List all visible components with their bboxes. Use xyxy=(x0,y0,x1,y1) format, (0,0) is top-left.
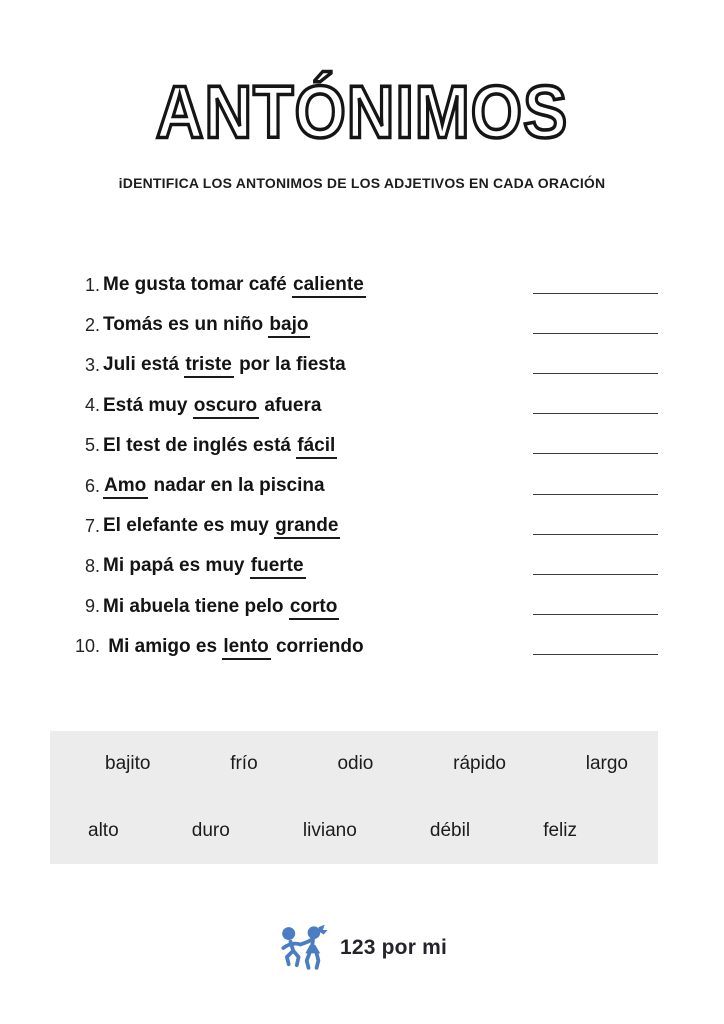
word-bank-word: rápido xyxy=(453,753,506,775)
word-bank-word: odio xyxy=(337,753,374,775)
exercise-row xyxy=(60,305,658,345)
sentence-text: Juli está xyxy=(103,354,185,376)
exercise-sentence xyxy=(103,555,306,577)
exercise-row xyxy=(60,506,658,546)
word-bank-row-2 xyxy=(50,798,658,865)
exercise-number: 7. xyxy=(84,515,100,536)
sentence-text: Está muy xyxy=(103,394,193,416)
sentence-text: Me gusta tomar café xyxy=(103,274,292,296)
sentence-text: El test de inglés está xyxy=(103,434,297,456)
adjective-underlined: caliente xyxy=(292,274,366,298)
word-bank-word: débil xyxy=(429,819,471,841)
word-bank-word: feliz xyxy=(543,819,577,841)
exercise-row xyxy=(60,386,658,426)
exercise-sentence xyxy=(103,435,337,457)
exercise-row xyxy=(60,426,658,466)
exercise-sentence xyxy=(103,596,339,618)
sentence-text: por la fiesta xyxy=(233,354,346,376)
exercise-sentence xyxy=(103,274,366,296)
exercise-row xyxy=(60,265,658,305)
exercise-number: 9. xyxy=(84,596,100,617)
adjective-underlined: triste xyxy=(184,354,233,378)
word-bank-word: duro xyxy=(191,819,230,841)
sentence-text: Mi abuela tiene pelo xyxy=(103,595,289,617)
adjective-underlined: oscuro xyxy=(193,395,259,419)
answer-blank[interactable] xyxy=(533,413,658,414)
exercise-number: 6. xyxy=(84,475,100,496)
adjective-underlined: fuerte xyxy=(250,555,306,579)
word-bank-word: bajito xyxy=(105,753,151,775)
word-bank-word: liviano xyxy=(302,819,357,841)
sentence-text: nadar en la piscina xyxy=(148,475,325,497)
answer-blank[interactable] xyxy=(533,574,658,575)
sentence-text: El elefante es muy xyxy=(103,515,275,537)
answer-blank[interactable] xyxy=(533,654,658,655)
word-bank-word: alto xyxy=(88,819,119,841)
answer-blank[interactable] xyxy=(533,534,658,535)
sentence-text: Mi amigo es xyxy=(103,635,223,657)
sentence-text: corriendo xyxy=(270,635,364,657)
exercise-number: 10. xyxy=(74,636,100,657)
adjective-underlined: Amo xyxy=(103,475,148,499)
exercise-sentence xyxy=(103,636,364,658)
adjective-underlined: grande xyxy=(274,515,340,539)
sentence-text: Tomás es un niño xyxy=(103,314,269,336)
sentence-text: Mi papá es muy xyxy=(103,555,250,577)
exercise-row xyxy=(60,345,658,385)
word-bank-word: frío xyxy=(230,753,258,775)
word-bank xyxy=(50,731,658,864)
brand-name: 123 por mi xyxy=(339,936,448,959)
adjective-underlined: bajo xyxy=(268,314,310,338)
adjective-underlined: corto xyxy=(289,596,340,620)
word-bank-word: largo xyxy=(585,753,628,775)
exercise-sentence xyxy=(103,475,325,497)
exercise-sentence xyxy=(103,354,346,376)
answer-blank[interactable] xyxy=(533,494,658,495)
exercise-row xyxy=(60,627,658,667)
exercise-row xyxy=(60,587,658,627)
exercise-number: 1. xyxy=(84,274,100,295)
page-subtitle: iDENTIFICA LOS ANTONIMOS DE LOS ADJETIVOS EN CADA ORACIÓN xyxy=(118,175,606,191)
exercise-sentence xyxy=(103,395,321,417)
sentence-text: afuera xyxy=(259,394,322,416)
exercise-number: 2. xyxy=(84,314,100,335)
exercise-list xyxy=(60,265,658,667)
exercise-number: 8. xyxy=(84,555,100,576)
exercise-sentence xyxy=(103,515,340,537)
adjective-underlined: fácil xyxy=(296,435,337,459)
exercise-row xyxy=(60,546,658,586)
word-bank-row-1 xyxy=(50,731,658,798)
adjective-underlined: lento xyxy=(222,636,270,660)
exercise-number: 5. xyxy=(84,435,100,456)
exercise-number: 3. xyxy=(84,354,100,375)
answer-blank[interactable] xyxy=(533,373,658,374)
dancing-kids-icon xyxy=(277,922,331,974)
page-title: ANTÓNIMOS xyxy=(155,69,569,154)
exercise-row xyxy=(60,466,658,506)
answer-blank[interactable] xyxy=(533,453,658,454)
exercise-number: 4. xyxy=(84,395,100,416)
answer-blank[interactable] xyxy=(533,333,658,334)
answer-blank[interactable] xyxy=(533,293,658,294)
exercise-sentence xyxy=(103,314,310,336)
answer-blank[interactable] xyxy=(533,614,658,615)
footer-brand xyxy=(0,922,724,974)
